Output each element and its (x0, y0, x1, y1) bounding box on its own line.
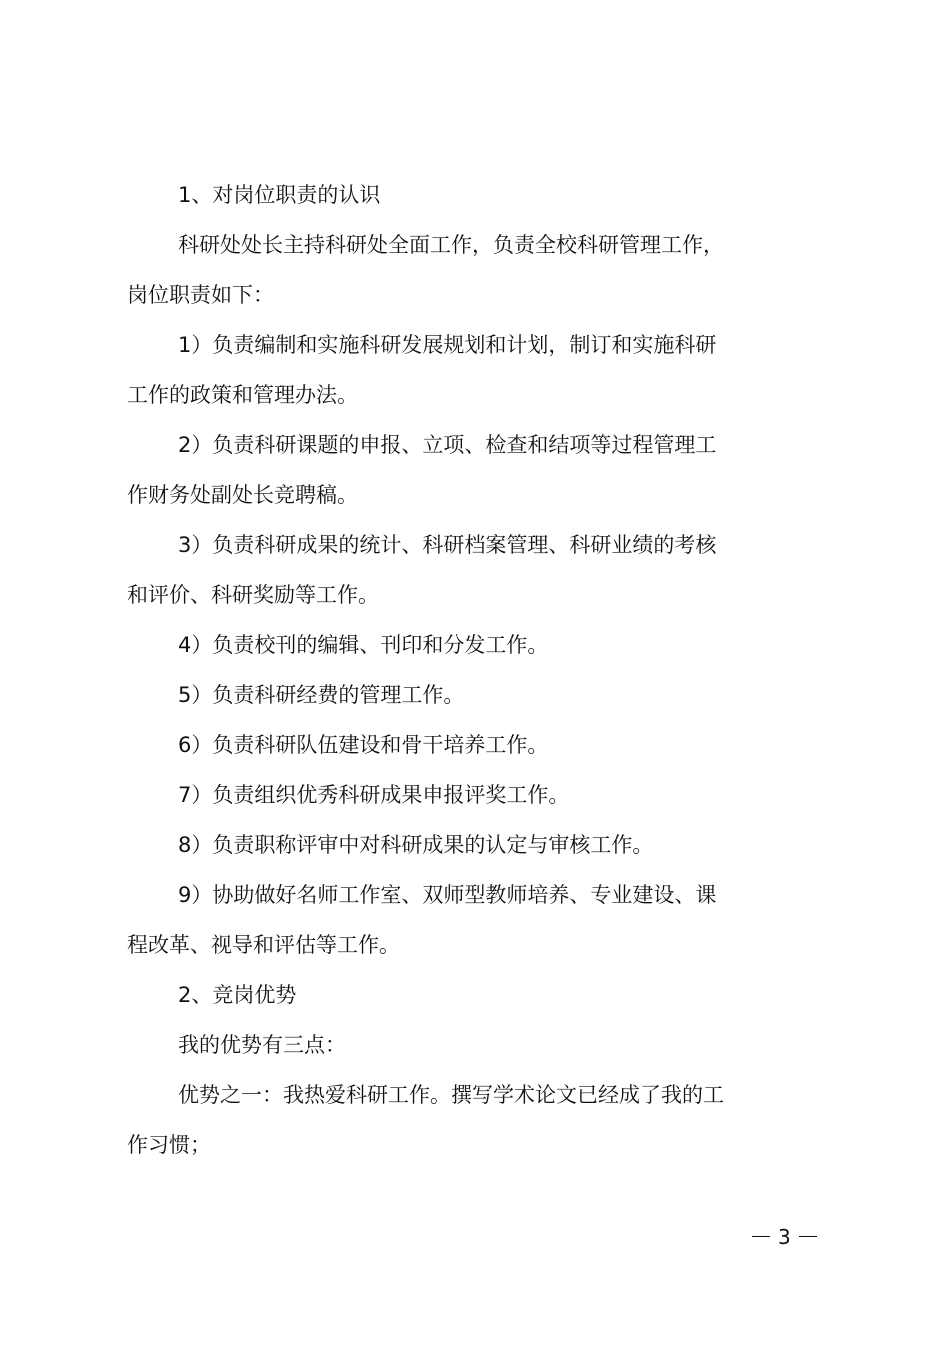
list-item-5: 5）负责科研经费的管理工作。 (178, 683, 465, 707)
section-heading-2: 2、竞岗优势 (178, 983, 297, 1007)
section-heading-1: 1、对岗位职责的认识 (178, 183, 381, 207)
paragraph-line: 优势之一：我热爱科研工作。撰写学术论文已经成了我的工 (178, 1083, 724, 1107)
list-item-3-continued: 和评价、科研奖励等工作。 (127, 583, 379, 607)
page-footer (752, 1220, 842, 1250)
list-item-9: 9）协助做好名师工作室、双师型教师培养、专业建设、课 (178, 883, 717, 907)
list-item-8: 8）负责职称评审中对科研成果的认定与审核工作。 (178, 833, 654, 857)
list-item-3: 3）负责科研成果的统计、科研档案管理、科研业绩的考核 (178, 533, 717, 557)
list-item-2-continued: 作财务处副处长竞聘稿。 (127, 483, 358, 507)
list-item-7: 7）负责组织优秀科研成果申报评奖工作。 (178, 783, 570, 807)
footer-dash-right (799, 1236, 817, 1238)
list-item-1-continued: 工作的政策和管理办法。 (127, 383, 358, 407)
paragraph-line: 科研处处长主持科研处全面工作，负责全校科研管理工作， (178, 233, 724, 257)
list-item-6: 6）负责科研队伍建设和骨干培养工作。 (178, 733, 549, 757)
list-item-1: 1）负责编制和实施科研发展规划和计划，制订和实施科研 (178, 333, 717, 357)
list-item-2: 2）负责科研课题的申报、立项、检查和结项等过程管理工 (178, 433, 717, 457)
list-item-9-continued: 程改革、视导和评估等工作。 (127, 933, 400, 957)
footer-dash-left (752, 1236, 770, 1238)
list-item-4: 4）负责校刊的编辑、刊印和分发工作。 (178, 633, 549, 657)
paragraph-line: 岗位职责如下： (127, 283, 274, 307)
paragraph-line: 我的优势有三点： (178, 1033, 346, 1057)
paragraph-line: 作习惯； (127, 1133, 211, 1157)
page-number: 3 (778, 1224, 791, 1249)
